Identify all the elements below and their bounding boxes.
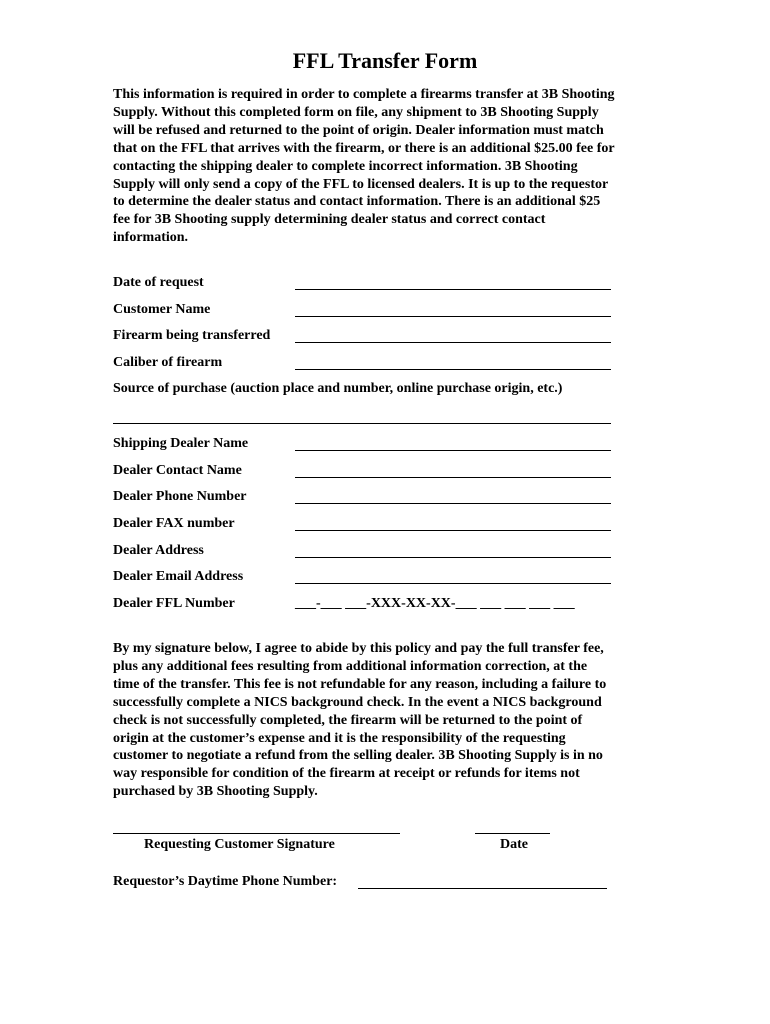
field-label: Shipping Dealer Name <box>113 436 249 451</box>
agreement-line: customer to negotiate a refund from the selling dealer. 3B Shooting Supply is in no <box>113 748 603 764</box>
field-dealer-fax[interactable] <box>113 516 613 534</box>
intro-line: fee for 3B Shooting supply determining dealer status and correct contact <box>113 212 546 228</box>
agreement-paragraph <box>113 640 673 801</box>
field-label: Date of request <box>113 275 204 290</box>
field-label: Firearm being transferred <box>113 328 271 343</box>
dealer-email-blank[interactable] <box>295 583 611 584</box>
intro-line: will be refused and returned to the point of origin. Dealer information must match <box>113 122 604 138</box>
field-shipping-dealer-name[interactable] <box>113 436 613 454</box>
agreement-line: successfully complete a NICS background check. In the event a NICS background <box>113 694 602 710</box>
form-title: FFL Transfer Form <box>292 48 478 73</box>
daytime-phone-blank[interactable] <box>358 888 607 889</box>
intro-line: Supply. Without this completed form on file, any shipment to 3B Shooting Supply <box>113 104 599 120</box>
field-caliber[interactable] <box>113 355 613 373</box>
source-of-purchase-blank[interactable] <box>113 423 611 424</box>
field-dealer-phone[interactable] <box>113 489 613 507</box>
field-dealer-email[interactable] <box>113 569 613 587</box>
source-of-purchase-label: Source of purchase (auction place and number, online purchase origin, etc.) <box>113 381 563 396</box>
agreement-line: By my signature below, I agree to abide by this policy and pay the full transfer fee, <box>113 641 604 656</box>
signature-label: Requesting Customer Signature <box>144 837 335 852</box>
dealer-phone-blank[interactable] <box>295 503 611 504</box>
caliber-blank[interactable] <box>295 369 611 370</box>
date-label: Date <box>500 837 528 852</box>
field-label: Dealer FAX number <box>113 516 235 531</box>
agreement-line: purchased by 3B Shooting Supply. <box>113 784 318 800</box>
dealer-fax-blank[interactable] <box>295 530 611 531</box>
intro-line: contacting the shipping dealer to complete incorrect information. 3B Shooting <box>113 158 578 174</box>
intro-line: Supply will only send a copy of the FFL to licensed dealers. It is up to the requestor <box>113 176 609 192</box>
intro-line: This information is required in order to complete a firearms transfer at 3B Shooting <box>113 87 615 102</box>
field-label: Dealer Contact Name <box>113 463 242 478</box>
dealer-address-blank[interactable] <box>295 557 611 558</box>
customer-name-blank[interactable] <box>295 316 611 317</box>
ffl-number-template[interactable]: ___-___ ___-XXX-XX-XX-___ ___ ___ ___ ___ <box>295 596 575 611</box>
firearm-transferred-blank[interactable] <box>295 342 611 343</box>
intro-line: that on the FFL that arrives with the firearm, or there is an additional $25.00 fee for <box>113 140 615 156</box>
agreement-line: way responsible for condition of the firearm at receipt or refunds for items not <box>113 766 580 782</box>
field-label: Dealer Address <box>113 543 204 558</box>
agreement-line: origin at the customer’s expense and it is the responsibility of the requesting <box>113 730 566 746</box>
agreement-line: check is not successfully completed, the firearm will be returned to the point of <box>113 712 583 728</box>
date-blank[interactable] <box>475 833 550 834</box>
field-dealer-address[interactable] <box>113 543 613 561</box>
field-dealer-ffl-number[interactable] <box>113 596 613 614</box>
date-of-request-blank[interactable] <box>295 289 611 290</box>
field-label: Dealer Email Address <box>113 569 244 584</box>
signature-blank[interactable] <box>113 833 400 834</box>
intro-line: information. <box>113 230 189 246</box>
field-firearm-transferred[interactable] <box>113 328 613 346</box>
field-label: Caliber of firearm <box>113 355 223 370</box>
field-date-of-request[interactable] <box>113 275 613 293</box>
agreement-line: time of the transfer. This fee is not refundable for any reason, including a failure to <box>113 676 607 692</box>
field-label: Dealer Phone Number <box>113 489 247 504</box>
intro-line: to determine the dealer status and contact information. There is an additional $25 <box>113 194 601 210</box>
field-label: Dealer FFL Number <box>113 596 235 611</box>
field-label: Customer Name <box>113 302 211 317</box>
shipping-dealer-name-blank[interactable] <box>295 450 611 451</box>
agreement-line: plus any additional fees resulting from additional information correction, at the <box>113 658 588 674</box>
dealer-contact-name-blank[interactable] <box>295 477 611 478</box>
field-dealer-contact-name[interactable] <box>113 463 613 481</box>
intro-paragraph <box>113 86 673 247</box>
field-customer-name[interactable] <box>113 302 613 320</box>
daytime-phone-label: Requestor’s Daytime Phone Number: <box>113 874 338 889</box>
